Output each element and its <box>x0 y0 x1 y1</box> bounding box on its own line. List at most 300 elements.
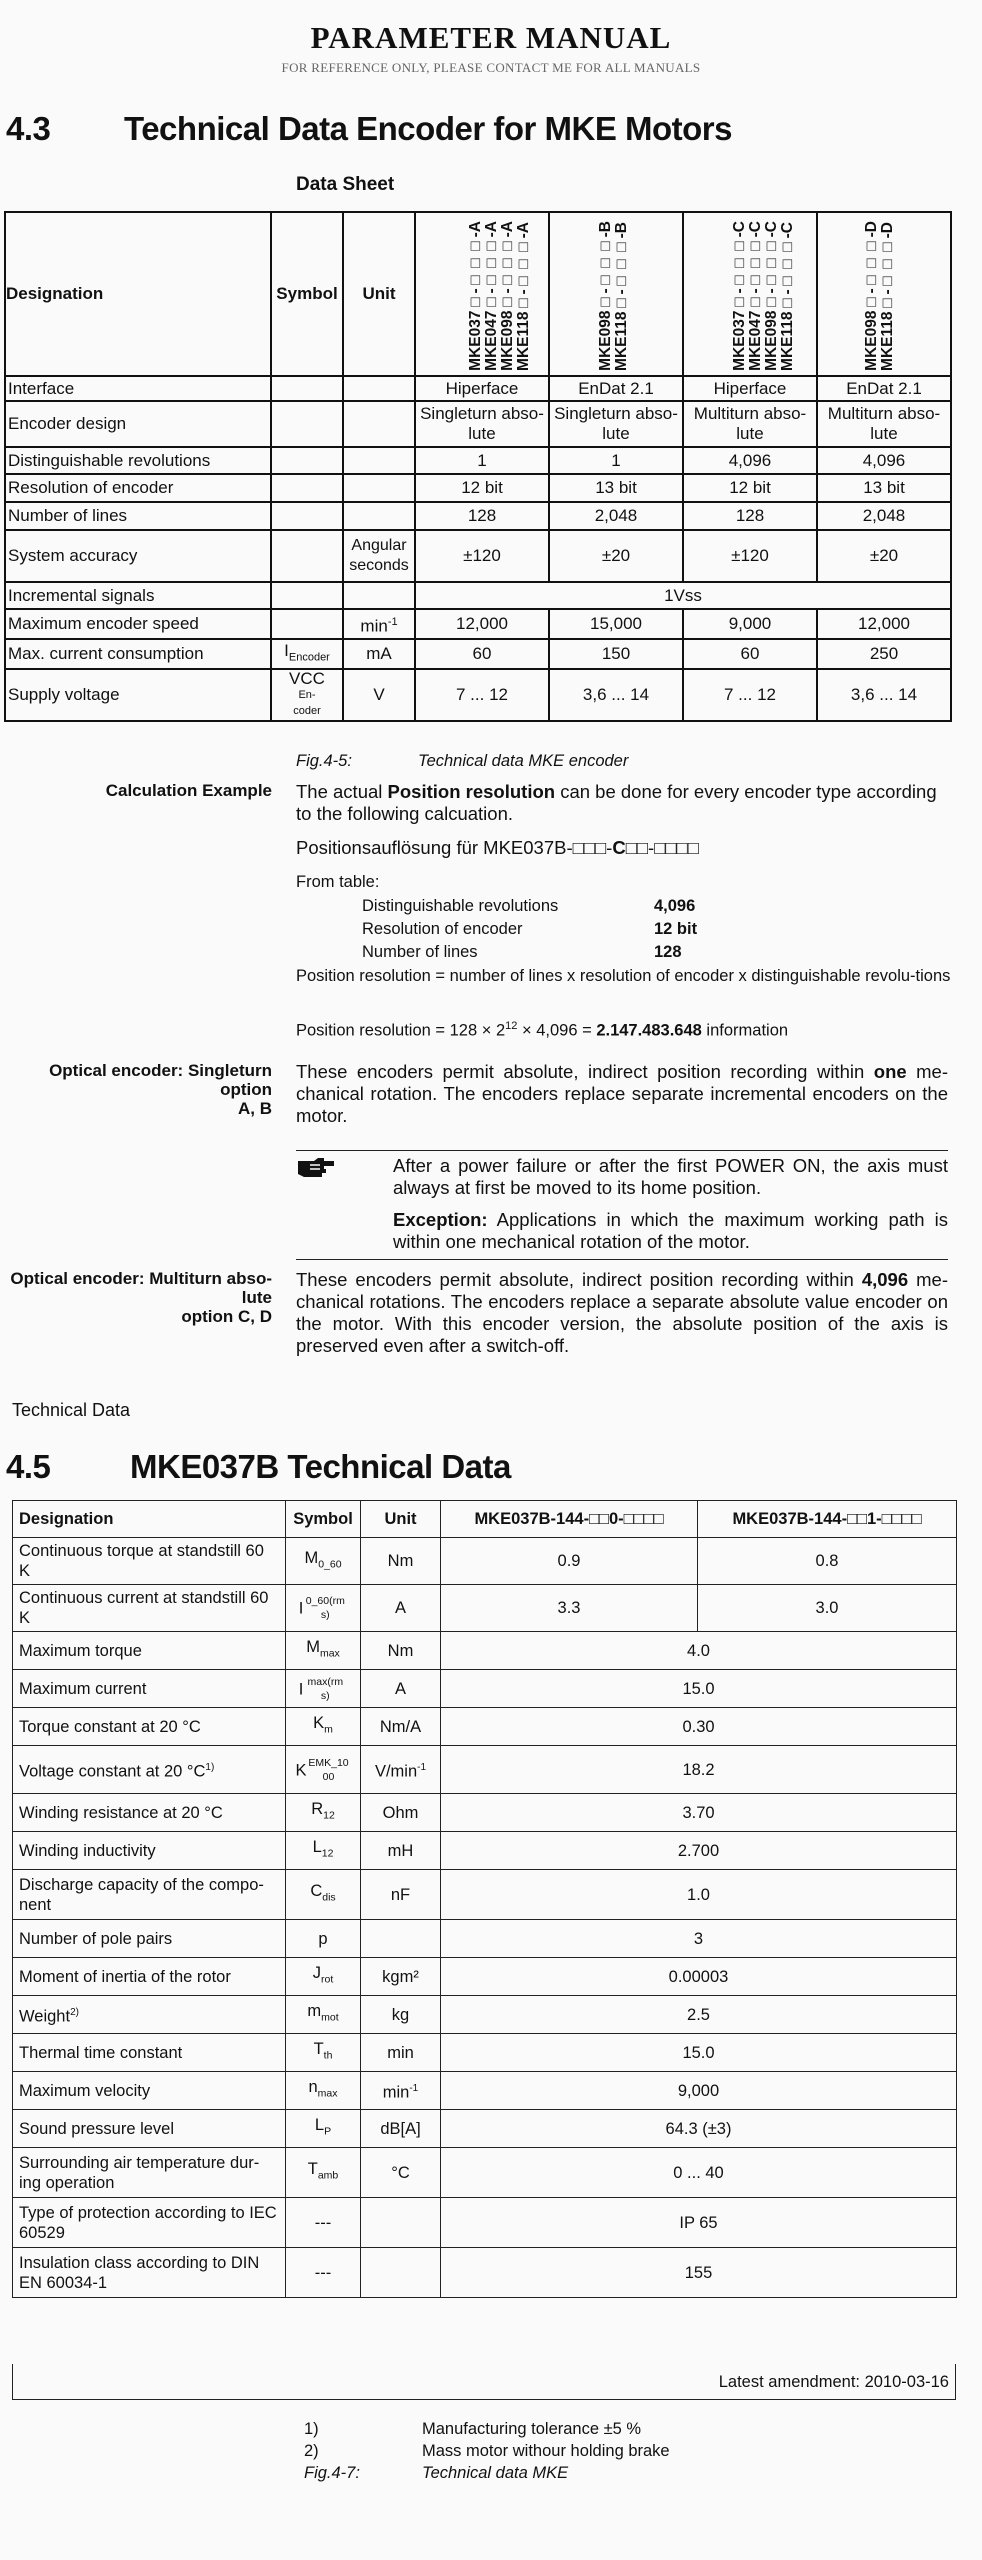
mke037b-data-table <box>12 1500 957 2298</box>
cell: 7 ... 12 <box>415 669 549 721</box>
cell: 3 <box>441 1920 957 1958</box>
cell: 4,096 <box>683 447 817 474</box>
table-row <box>13 2148 957 2198</box>
designation-text: Moment of inertia of the rotor <box>19 1967 231 1986</box>
symbol-sub: max <box>319 1647 340 1660</box>
table-row <box>5 474 951 502</box>
cell: EnDat 2.1 <box>817 376 951 401</box>
list-label: Resolution of encoder <box>362 920 523 938</box>
unit-cell <box>361 1585 441 1632</box>
list-value: 12 bit <box>654 920 698 938</box>
row-label <box>13 1920 286 1958</box>
cell: 155 <box>441 2248 957 2298</box>
text: These encoders permit absolute, indirect position recording within <box>296 1061 874 1082</box>
footnote <box>304 2440 670 2462</box>
model-label: MKE118□-□□□-C <box>779 222 796 371</box>
unit-cell <box>361 1632 441 1670</box>
page-header-title: PARAMETER MANUAL <box>310 20 672 55</box>
unit-cell <box>361 1794 441 1832</box>
text: Position resolution = 128 × 2 <box>296 1021 506 1040</box>
model-label: MKE047□-□□□-A <box>483 221 500 371</box>
designation-text: Continuous torque at standstill 60 K <box>19 1542 264 1580</box>
unit-text: Nm <box>387 1641 414 1660</box>
symbol-sub: 0_60 <box>318 1558 342 1571</box>
row-label: Incremental signals <box>5 582 271 609</box>
row-label <box>13 2248 286 2298</box>
list-value: 4,096 <box>654 897 696 915</box>
cell: 2.700 <box>441 1832 957 1870</box>
table-row <box>13 2072 957 2110</box>
header-col-a <box>415 212 549 376</box>
unit-text: min <box>382 2083 410 2102</box>
cell: 12 bit <box>415 474 549 502</box>
symbol-sub: En-coder <box>293 689 321 717</box>
cell: 64.3 (±3) <box>441 2110 957 2148</box>
text: me-chanical rotations. The encoders replace a separate absolute value encoder on the motor. With this encoder version, the absolute position of the axis is preserved even after a switch-off. <box>296 1269 949 1356</box>
table-row <box>5 401 951 447</box>
symbol-text: n <box>308 2078 318 2097</box>
note-bottom-rule <box>296 1259 948 1260</box>
from-table-list <box>362 895 697 964</box>
symbol-sub: amb <box>317 2169 339 2182</box>
symbol-text: T <box>313 2040 324 2059</box>
note-text-1: After a power failure or after the first POWER ON, the axis must always at first be moved to its home position. <box>393 1155 948 1198</box>
symbol-sub: rot <box>320 1973 334 1986</box>
amendment-text: Latest amendment: 2010-03-16 <box>718 2373 949 2391</box>
unit-text: dB[A] <box>380 2119 421 2138</box>
figure-caption: Technical data MKE encoder <box>418 752 629 770</box>
unit-cell <box>361 1958 441 1996</box>
row-label <box>13 1670 286 1708</box>
position-formula: Position resolution = number of lines x resolution of encoder x distinguishable revolu-tions <box>296 967 951 985</box>
unit-text: kg <box>391 2005 410 2024</box>
cell: Singleturn abso-lute <box>415 401 549 447</box>
unit-text: nF <box>390 1885 411 1904</box>
text: × 4,096 = <box>517 1021 597 1040</box>
unit-cell <box>361 1670 441 1708</box>
table-row <box>13 1708 957 1746</box>
label-line: lute <box>241 1288 272 1307</box>
cell: ±120 <box>683 530 817 582</box>
unit-text: Nm <box>387 1552 414 1570</box>
cell: 15.0 <box>441 2034 957 2072</box>
row-label: Max. current consumption <box>5 639 271 669</box>
footnote-ref: 2) <box>70 2006 79 2018</box>
unit-sup: -1 <box>417 1761 427 1773</box>
symbol-text: L <box>312 1838 322 1857</box>
section-title: Technical Data Encoder for MKE Motors <box>124 110 732 147</box>
row-label <box>13 1870 286 1920</box>
label-line: Optical encoder: Multiturn abso- <box>10 1269 272 1288</box>
row-label <box>13 1538 286 1585</box>
cell: 3.70 <box>441 1794 957 1832</box>
symbol-cell <box>286 1996 361 2034</box>
section-number: 4.5 <box>6 1448 51 1485</box>
list-item <box>362 941 697 964</box>
cell: 12,000 <box>817 609 951 639</box>
symbol-sub: dis <box>322 1891 336 1904</box>
section-heading-4-5 <box>6 1448 906 1488</box>
cell: 0.9 <box>441 1538 698 1585</box>
cell: EnDat 2.1 <box>549 376 683 401</box>
symbol-text: M <box>306 1638 320 1657</box>
figure-caption: Technical data MKE <box>422 2464 569 2482</box>
cell: Hiperface <box>683 376 817 401</box>
calculation-example-label: Calculation Example <box>105 781 272 800</box>
cell: 12 bit <box>683 474 817 502</box>
designation-text: Weight <box>19 2007 71 2026</box>
symbol-sub: P <box>324 2125 332 2138</box>
cell: 12,000 <box>415 609 549 639</box>
cell: 7 ... 12 <box>683 669 817 721</box>
cell: ±20 <box>549 530 683 582</box>
table-row <box>5 447 951 474</box>
designation-text: Thermal time constant <box>19 2043 183 2062</box>
unit-sup: -1 <box>409 2082 419 2094</box>
unit-cell <box>361 1746 441 1794</box>
symbol-text: R <box>311 1800 324 1819</box>
list-value: 128 <box>654 943 682 961</box>
label-line: Optical encoder: Singleturn option <box>49 1061 272 1099</box>
text: can be done for every encoder type according to the following calcuation. <box>296 781 937 824</box>
unit-text: A <box>394 1679 406 1698</box>
data-sheet-label: Data Sheet <box>296 174 395 195</box>
row-label: System accuracy <box>5 530 271 582</box>
cell: 3,6 ... 14 <box>817 669 951 721</box>
symbol-cell <box>271 639 343 669</box>
unit-cell <box>361 2198 441 2248</box>
row-label <box>13 1632 286 1670</box>
model-label: MKE098□-□□□-C <box>763 221 780 371</box>
label-line: option C, D <box>181 1307 272 1326</box>
unit-cell <box>361 2110 441 2148</box>
text: information <box>701 1021 789 1040</box>
list-label: Number of lines <box>362 943 478 961</box>
cell: 13 bit <box>549 474 683 502</box>
unit-cell <box>361 2248 441 2298</box>
table-row <box>5 609 951 639</box>
cell: 60 <box>683 639 817 669</box>
symbol-text: T <box>307 2160 318 2179</box>
cell: 3.3 <box>441 1585 698 1632</box>
unit-text: V/min <box>374 1762 418 1781</box>
cell: 3.0 <box>698 1585 957 1632</box>
table-row <box>13 1538 957 1585</box>
symbol-sub: 12 <box>323 1809 335 1822</box>
designation-text: Number of pole pairs <box>19 1929 173 1948</box>
unit-text: mH <box>387 1841 414 1860</box>
row-label <box>13 2198 286 2248</box>
calculation-model <box>296 837 699 859</box>
model-label: MKE047□-□□□-C <box>747 221 764 371</box>
model-label: MKE098□-□□□-B <box>597 221 614 371</box>
designation-text: Maximum velocity <box>19 2081 151 2100</box>
unit-text: °C <box>391 2163 410 2182</box>
cell: 15,000 <box>549 609 683 639</box>
designation-text: Maximum current <box>19 1679 147 1698</box>
designation-text: Maximum torque <box>19 1641 142 1660</box>
table-row <box>13 1670 957 1708</box>
symbol-cell <box>286 2072 361 2110</box>
symbol-cell <box>286 1870 361 1920</box>
row-label: Encoder design <box>5 401 271 447</box>
symbol-text: L <box>314 2116 325 2135</box>
header-symbol: Symbol <box>271 212 343 376</box>
list-label: Distinguishable revolutions <box>362 897 559 915</box>
designation-text: Torque constant at 20 °C <box>19 1717 201 1736</box>
designation-text: Type of protection according to IEC 60529 <box>19 2203 277 2242</box>
cell: 2,048 <box>549 502 683 530</box>
cell: Singleturn abso-lute <box>549 401 683 447</box>
footnote-ref: 1) <box>205 1761 215 1773</box>
row-label <box>13 1708 286 1746</box>
symbol-cell <box>286 1832 361 1870</box>
model-label: MKE118□-□□□-A <box>515 222 532 371</box>
text: These encoders permit absolute, indirect position recording within <box>296 1269 862 1290</box>
unit-cell: V <box>343 669 415 721</box>
encoder-data-table <box>4 211 952 722</box>
row-label: Maximum encoder speed <box>5 609 271 639</box>
cell: 15.0 <box>441 1670 957 1708</box>
symbol-cell <box>286 1632 361 1670</box>
text-bold: one <box>873 1061 907 1082</box>
section-title: MKE037B Technical Data <box>130 1448 511 1485</box>
row-label <box>13 1996 286 2034</box>
header-unit: Unit <box>343 212 415 376</box>
row-label: Interface <box>5 376 271 401</box>
header-cell: Unit <box>361 1501 441 1538</box>
symbol-cell <box>286 1920 361 1958</box>
cell: 4,096 <box>817 447 951 474</box>
model-label: MKE118□-□□□-B <box>613 222 630 371</box>
header-cell: MKE037B-144-□□0-□□□□ <box>441 1501 698 1538</box>
section-heading-4-3 <box>6 110 906 150</box>
cell: 2,048 <box>817 502 951 530</box>
unit-cell <box>361 1832 441 1870</box>
footnotes <box>304 2418 670 2484</box>
symbol-sub: max(rms) <box>307 1675 344 1702</box>
label-line: A, B <box>238 1099 272 1118</box>
designation-text: Insulation class according to DIN EN 60034-1 <box>19 2253 260 2292</box>
unit-cell <box>361 1996 441 2034</box>
table-row <box>5 530 951 582</box>
cell: 1Vss <box>415 582 951 609</box>
figure-caption-4-7 <box>304 2462 670 2484</box>
symbol-cell <box>286 1585 361 1632</box>
cell: Hiperface <box>415 376 549 401</box>
header-designation: Designation <box>5 212 271 376</box>
text: Positionsauflösung für MKE037B-□□□- <box>296 837 613 858</box>
table-row <box>13 2110 957 2148</box>
symbol-cell <box>286 2034 361 2072</box>
header-cell: Symbol <box>286 1501 361 1538</box>
designation-text: Winding inductivity <box>19 1841 156 1860</box>
calculation-intro <box>296 781 948 825</box>
cell: 2.5 <box>441 1996 957 2034</box>
cell: 1.0 <box>441 1870 957 1920</box>
cell: 9,000 <box>683 609 817 639</box>
symbol-sub: mot <box>321 2011 339 2024</box>
table-row <box>13 1920 957 1958</box>
text: The actual <box>296 781 388 802</box>
designation-text: Sound pressure level <box>19 2119 175 2138</box>
note-top-rule <box>296 1150 948 1151</box>
text-bold: 4,096 <box>861 1269 909 1290</box>
footnote <box>304 2418 670 2440</box>
list-item <box>362 918 697 941</box>
table-row <box>5 582 951 609</box>
exponent: 12 <box>505 1020 518 1032</box>
table-row <box>13 1794 957 1832</box>
cell: Multiturn abso-lute <box>683 401 817 447</box>
row-label: Distinguishable revolutions <box>5 447 271 474</box>
header-cell: MKE037B-144-□□1-□□□□ <box>698 1501 957 1538</box>
section-number: 4.3 <box>6 110 51 147</box>
model-label: MKE118□-□□□-D <box>879 222 896 371</box>
symbol-text: m <box>307 2002 322 2021</box>
unit-cell <box>361 1708 441 1746</box>
cell: 3,6 ... 14 <box>549 669 683 721</box>
symbol-text: p <box>318 1929 328 1948</box>
table-header-row <box>5 212 951 376</box>
text: me-chanical rotation. The encoders replace separate incremental encoders on the motor. <box>296 1061 949 1126</box>
symbol-text: M <box>304 1548 319 1567</box>
cell: 9,000 <box>441 2072 957 2110</box>
note-text-2 <box>393 1209 948 1253</box>
cell: 18.2 <box>441 1746 957 1794</box>
text: Applications in which the maximum working path is within one mechanical rotation of the motor. <box>393 1209 948 1252</box>
multiturn-label <box>0 1269 272 1326</box>
table-row <box>13 1832 957 1870</box>
text-bold: Position resolution <box>387 781 556 802</box>
symbol-cell <box>286 1746 361 1794</box>
cell: 4.0 <box>441 1632 957 1670</box>
unit-cell <box>361 2034 441 2072</box>
symbol-sub: EMK_1000 <box>308 1756 349 1783</box>
row-label <box>13 2148 286 2198</box>
designation-text: Discharge capacity of the compo-nent <box>19 1875 264 1914</box>
table-row <box>5 639 951 669</box>
symbol-text: C <box>310 1882 323 1901</box>
unit-cell <box>343 609 415 639</box>
symbol-cell <box>286 1958 361 1996</box>
header-col-d <box>817 212 951 376</box>
header-col-c <box>683 212 817 376</box>
footnote-number: 1) <box>304 2420 319 2438</box>
footnote-number: 2) <box>304 2442 319 2460</box>
cell: Multiturn abso-lute <box>817 401 951 447</box>
model-label: MKE098□-□□□-D <box>863 221 880 371</box>
figure-label: Fig.4-5: <box>296 752 352 770</box>
table-row <box>13 1585 957 1632</box>
cell: 0.00003 <box>441 1958 957 1996</box>
cell: ±120 <box>415 530 549 582</box>
table-row <box>5 376 951 401</box>
unit-cell: Angular seconds <box>343 530 415 582</box>
symbol-text: I <box>298 1599 304 1618</box>
row-label <box>13 2034 286 2072</box>
row-label <box>13 1958 286 1996</box>
table-header-row <box>13 1501 957 1538</box>
symbol-text: I <box>284 640 289 660</box>
symbol-cell <box>286 2198 361 2248</box>
cell: ±20 <box>817 530 951 582</box>
table-row <box>13 2248 957 2298</box>
unit-cell <box>361 1870 441 1920</box>
unit-text: kgm² <box>382 1967 419 1986</box>
header-cell: Designation <box>13 1501 286 1538</box>
symbol-cell <box>286 2110 361 2148</box>
symbol-sub: max <box>317 2087 338 2100</box>
designation-text: Winding resistance at 20 °C <box>19 1803 223 1822</box>
symbol-text: --- <box>314 2263 332 2282</box>
row-label <box>13 1832 286 1870</box>
unit-cell <box>361 1920 441 1958</box>
footnote-text: Manufacturing tolerance ±5 % <box>422 2420 642 2438</box>
model-label: MKE037□-□□□-C <box>731 221 748 371</box>
unit-text: Ohm <box>382 1803 419 1822</box>
cell: 60 <box>415 639 549 669</box>
header-col-b <box>549 212 683 376</box>
text-bold: Exception: <box>393 1209 488 1230</box>
table-row <box>13 1958 957 1996</box>
pointing-hand-icon <box>296 1157 336 1179</box>
cell: 0.8 <box>698 1538 957 1585</box>
symbol-text: K <box>313 1714 325 1733</box>
table-row <box>13 1632 957 1670</box>
cell: 1 <box>549 447 683 474</box>
singleturn-text <box>296 1061 948 1127</box>
unit-text: A <box>394 1599 406 1617</box>
technical-data-label: Technical Data <box>12 1400 131 1420</box>
symbol-sub: th <box>323 2049 333 2062</box>
unit-cell <box>361 2148 441 2198</box>
footnote-text: Mass motor withour holding brake <box>422 2442 670 2460</box>
text-bold: C <box>612 837 626 858</box>
row-label: Supply voltage <box>5 669 271 721</box>
unit-text: min <box>360 616 388 636</box>
cell: 0 ... 40 <box>441 2148 957 2198</box>
text: □□-□□□□ <box>625 837 699 858</box>
row-label: Number of lines <box>5 502 271 530</box>
symbol-cell <box>286 2248 361 2298</box>
symbol-text: K <box>295 1761 307 1780</box>
cell: 13 bit <box>817 474 951 502</box>
symbol-cell <box>286 1670 361 1708</box>
designation-text: Surrounding air temperature dur-ing operation <box>19 2153 260 2192</box>
model-label: MKE098□-□□□-A <box>499 221 516 371</box>
result: 2.147.483.648 <box>596 1021 702 1040</box>
table-body <box>13 1538 957 2298</box>
symbol-text: J <box>312 1964 321 1983</box>
symbol-text: --- <box>314 2213 332 2232</box>
row-label <box>13 1746 286 1794</box>
cell: 1 <box>415 447 549 474</box>
symbol-sub: 0_60(rms) <box>305 1595 345 1621</box>
symbol-cell <box>286 2148 361 2198</box>
cell: IP 65 <box>441 2198 957 2248</box>
cell: 150 <box>549 639 683 669</box>
from-table-label: From table: <box>296 873 380 891</box>
cell: 0.30 <box>441 1708 957 1746</box>
unit-cell <box>361 1538 441 1585</box>
table-row <box>13 1996 957 2034</box>
page-header-subtitle: FOR REFERENCE ONLY, PLEASE CONTACT ME FOR ALL MANUALS <box>281 60 701 75</box>
symbol-cell <box>271 669 343 721</box>
amendment-row <box>12 2364 956 2400</box>
multiturn-text <box>296 1269 948 1357</box>
unit-cell: mA <box>343 639 415 669</box>
